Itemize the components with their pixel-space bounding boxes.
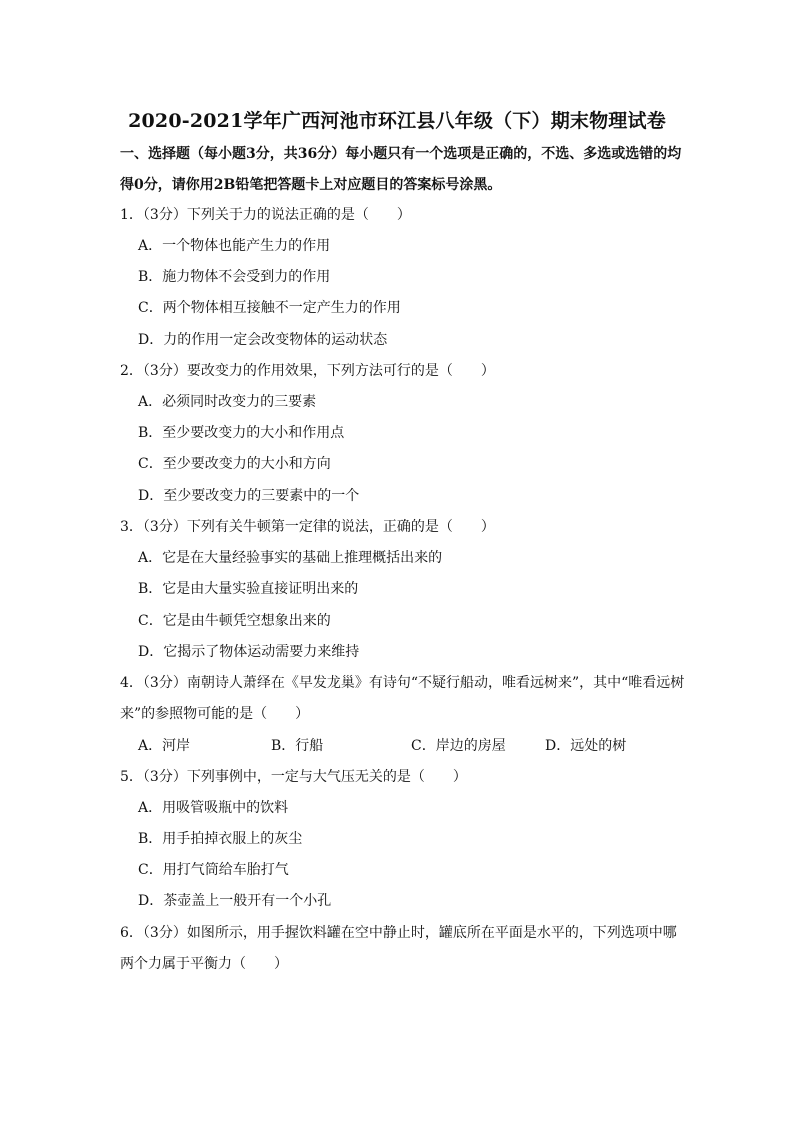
question-4-stem: 4．（3分）南朝诗人萧绎在《早发龙巢》有诗句“不疑行船动，唯看远树来”，其中“唯看远树来”的参照物可能的是（ ） [120, 675, 685, 722]
question-1-option-c: C．两个物体相互接触不一定产生力的作用 [138, 300, 401, 316]
question-4-option-a: A．河岸 [138, 738, 191, 754]
question-1-option-a: A．一个物体也能产生力的作用 [138, 238, 331, 254]
question-4-option-b: B．行船 [271, 738, 324, 754]
question-5-stem: 5．（3分）下列事例中，一定与大气压无关的是（ ） [120, 769, 467, 785]
question-1-option-b: B．施力物体不会受到力的作用 [138, 269, 331, 285]
question-2-option-b: B．至少要改变力的大小和作用点 [138, 425, 345, 441]
question-3-option-d: D．它揭示了物体运动需要力来维持 [138, 644, 360, 660]
question-3-option-a: A．它是在大量经验事实的基础上推理概括出来的 [138, 550, 443, 566]
question-1-option-d: D．力的作用一定会改变物体的运动状态 [138, 332, 388, 348]
section-instructions: 一、选择题（每小题3分，共36分）每小题只有一个选项是正确的，不选、多选或选错的均得0分，请你用2B铅笔把答题卡上对应题目的答案标号涂黑。 [120, 146, 682, 193]
question-3-stem: 3．（3分）下列有关牛顿第一定律的说法，正确的是（ ） [120, 519, 495, 535]
question-5-option-d: D．茶壶盖上一般开有一个小孔 [138, 893, 332, 909]
exam-title: 2020-2021学年广西河池市环江县八年级（下）期末物理试卷 [128, 110, 666, 132]
question-6-stem: 6．（3分）如图所示，用手握饮料罐在空中静止时，罐底所在平面是水平的，下列选项中哪两个力属于平衡力（ ） [120, 925, 677, 972]
question-2-option-d: D．至少要改变力的三要素中的一个 [138, 488, 360, 504]
question-4-options [138, 731, 698, 762]
question-2-option-a: A．必须同时改变力的三要素 [138, 394, 317, 410]
question-4-option-d: D．远处的树 [545, 738, 627, 754]
question-5-option-b: B．用手拍掉衣服上的灰尘 [138, 831, 303, 847]
question-5-option-a: A．用吸管吸瓶中的饮料 [138, 800, 289, 816]
question-4-option-c: C．岸边的房屋 [411, 738, 506, 754]
question-5-option-c: C．用打气筒给车胎打气 [138, 862, 289, 878]
question-3-option-b: B．它是由大量实验直接证明出来的 [138, 581, 359, 597]
question-3-option-c: C．它是由牛顿凭空想象出来的 [138, 613, 331, 629]
question-2-option-c: C．至少要改变力的大小和方向 [138, 456, 331, 472]
question-1-stem: 1．（3分）下列关于力的说法正确的是（ ） [120, 207, 411, 223]
question-2-stem: 2．（3分）要改变力的作用效果，下列方法可行的是（ ） [120, 363, 495, 379]
